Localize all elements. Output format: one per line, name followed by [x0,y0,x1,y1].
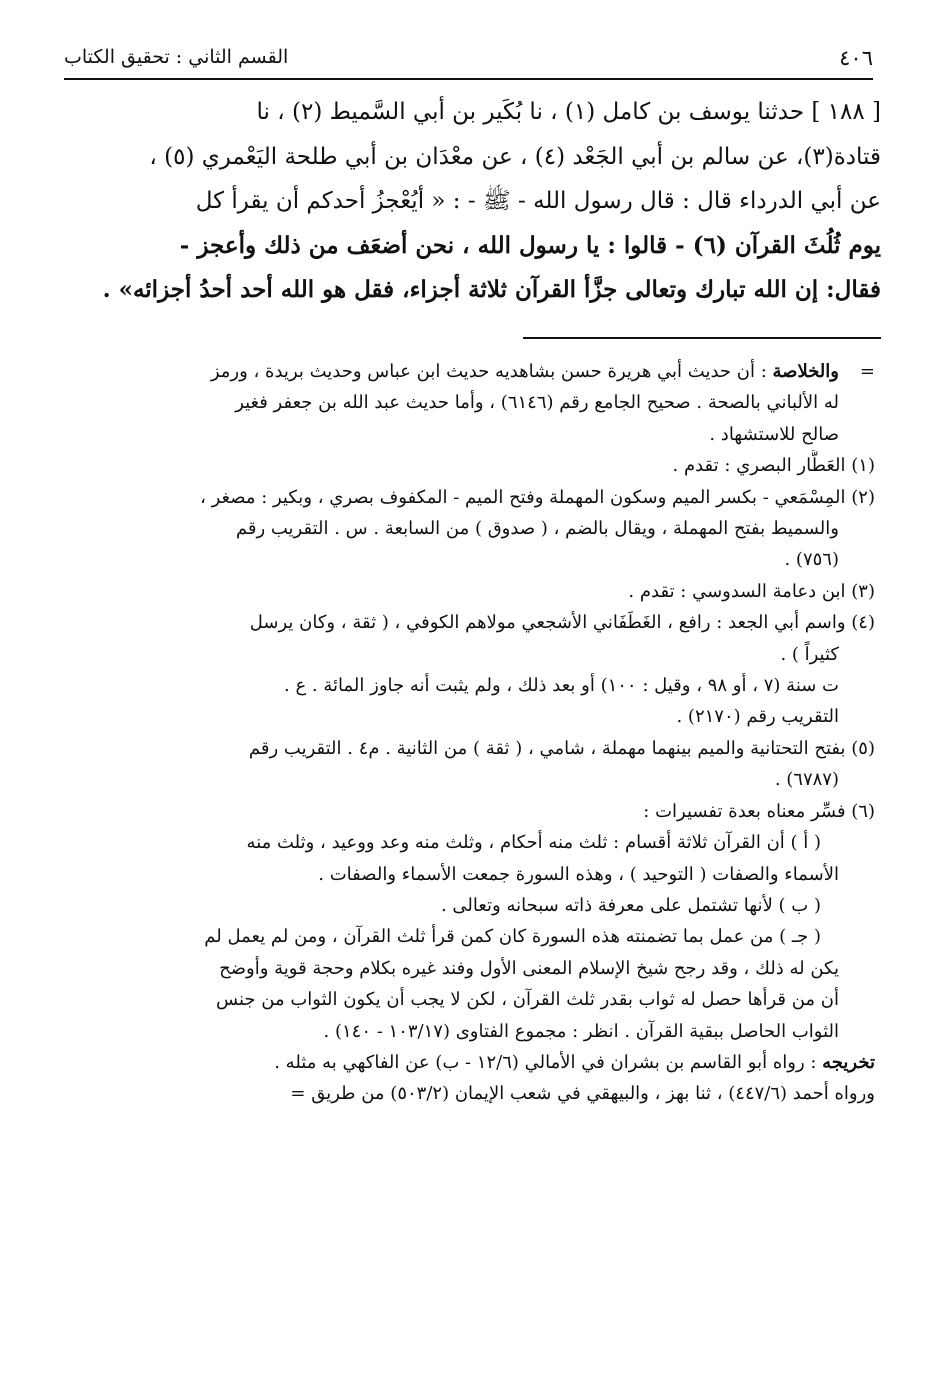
note-line: (٥) بفتح التحتانية والميم بينهما مهملة ، شامي ، ( ثقة ) من الثانية . م٤ . التقريب رقم [248,737,875,759]
footnote-4 [60,607,875,733]
summary-note [60,356,875,450]
note-line: والسميط بفتح المهملة ، ويقال بالضم ، ( صدوق ) من السابعة . س . التقريب رقم [235,518,839,540]
section-title: القسم الثاني : تحقيق الكتاب [64,46,289,68]
note-line: (٣) ابن دعامة السدوسي : تقدم . [628,580,875,602]
note-line: له الألباني بالصحة . صحيح الجامع رقم (٦١٤٦) ، وأما حديث عبد الله بن جعفر فغير [235,392,839,414]
page-number: ٤٠٦ [839,46,873,70]
note-line: (٤) واسم أبي الجعد : رافع ، الغَطَفَاني الأشجعي مولاهم الكوفي ، ( ثقة ، وكان يرسل [249,612,875,634]
note-line: الأسماء والصفات ( التوحيد ) ، وهذه السورة جمعت الأسماء والصفات . [318,863,839,885]
footnotes [60,356,875,1110]
footnote-divider [523,337,881,339]
hadith-line: يوم ثُلُثَ القرآن (٦) - قالوا : يا رسول الله ، نحن أضعَف من ذلك وأعجز - [179,231,881,259]
footnote-2 [60,482,875,576]
note-line: (٧٥٦) . [784,549,839,571]
hadith-line: فقال: إن الله تبارك وتعالى جزَّأ القرآن ثلاثة أجزاء، فقل هو الله أحد أحدُ أجزائه» . [102,276,881,303]
takhrij-label: تخريجه [822,1051,875,1073]
footnote-3 [60,576,875,607]
note-line: ( أ ) أن القرآن ثلاثة أقسام : ثلث منه أحكام ، وثلث منه وعد ووعيد ، وثلث منه [246,832,821,854]
hadith-line: عن أبي الدرداء قال : قال رسول الله - ﷺ - : « أيُعْجزُ أحدكم أن يقرأ كل [195,188,881,214]
note-line: (٢) المِسْمَعي - بكسر الميم وسكون المهملة وفتح الميم - المكفوف بصري ، وبكير : مصغر ، [200,486,875,508]
takhrij-text: : رواه أبو القاسم بن بشران في الأمالي (١٢/٦ - ب) عن الفاكهي به مثله . [274,1051,817,1073]
takhrij-note [60,1047,875,1110]
hadith-text [58,90,881,313]
footnote-1 [60,450,875,481]
page-header [64,42,873,80]
summary-text: : أن حديث أبي هريرة حسن بشاهديه حديث ابن عباس وحديث بريدة ، ورمز [210,361,767,382]
footnote-5 [60,733,875,796]
summary-label: والخلاصة [772,361,839,382]
note-line: التقريب رقم (٢١٧٠) . [676,706,839,728]
note-line: (٦) فسِّر معناه بعدة تفسيرات : [643,800,875,822]
footnote-6 [60,796,875,1047]
note-line: الثواب الحاصل ببقية القرآن . انظر : مجموع الفتاوى (١٠٣/١٧ - ١٤٠) . [323,1020,839,1042]
note-line [60,1047,875,1078]
note-line: (٦٧٨٧) . [774,769,839,791]
hadith-line: قتادة(٣)، عن سالم بن أبي الجَعْد (٤) ، عن معْدَان بن أبي طلحة اليَعْمري (٥) ، [149,143,881,170]
note-line: كثيراً ) . [780,643,839,665]
note-line: أن من قرأها حصل له ثواب بقدر ثلث القرآن ، لكن لا يجب أن يكون الثواب من جنس [216,989,839,1011]
hadith-line: [ ١٨٨ ] حدثنا يوسف بن كامل (١) ، نا بُكَير بن أبي السَّميط (٢) ، نا [256,99,881,125]
note-line: ( ب ) لأنها تشتمل على معرفة ذاته سبحانه وتعالى . [440,894,821,916]
note-line: صالح للاستشهاد . [709,423,839,445]
note-line: يكن له ذلك ، وقد رجح شيخ الإسلام المعنى الأول وفند غيره بكلام وحجة قوية وأوضح [219,957,839,979]
note-line: ت سنة (٧ ، أو ٩٨ ، وقيل : ١٠٠) أو بعد ذلك ، ولم يثبت أنه جاوز المائة . ع . [284,675,839,697]
note-line [60,356,875,387]
continuation-mark: = [859,361,875,382]
note-line: (١) العَطَّار البصري : تقدم . [672,455,875,477]
note-line: ورواه أحمد (٤٤٧/٦) ، ثنا بهز ، والبيهقي في شعب الإيمان (٥٠٣/٢) من طريق = [290,1083,875,1105]
note-line: ( جـ ) من عمل بما تضمنته هذه السورة كان كمن قرأ ثلث القرآن ، ومن لم يعمل لم [204,926,821,948]
